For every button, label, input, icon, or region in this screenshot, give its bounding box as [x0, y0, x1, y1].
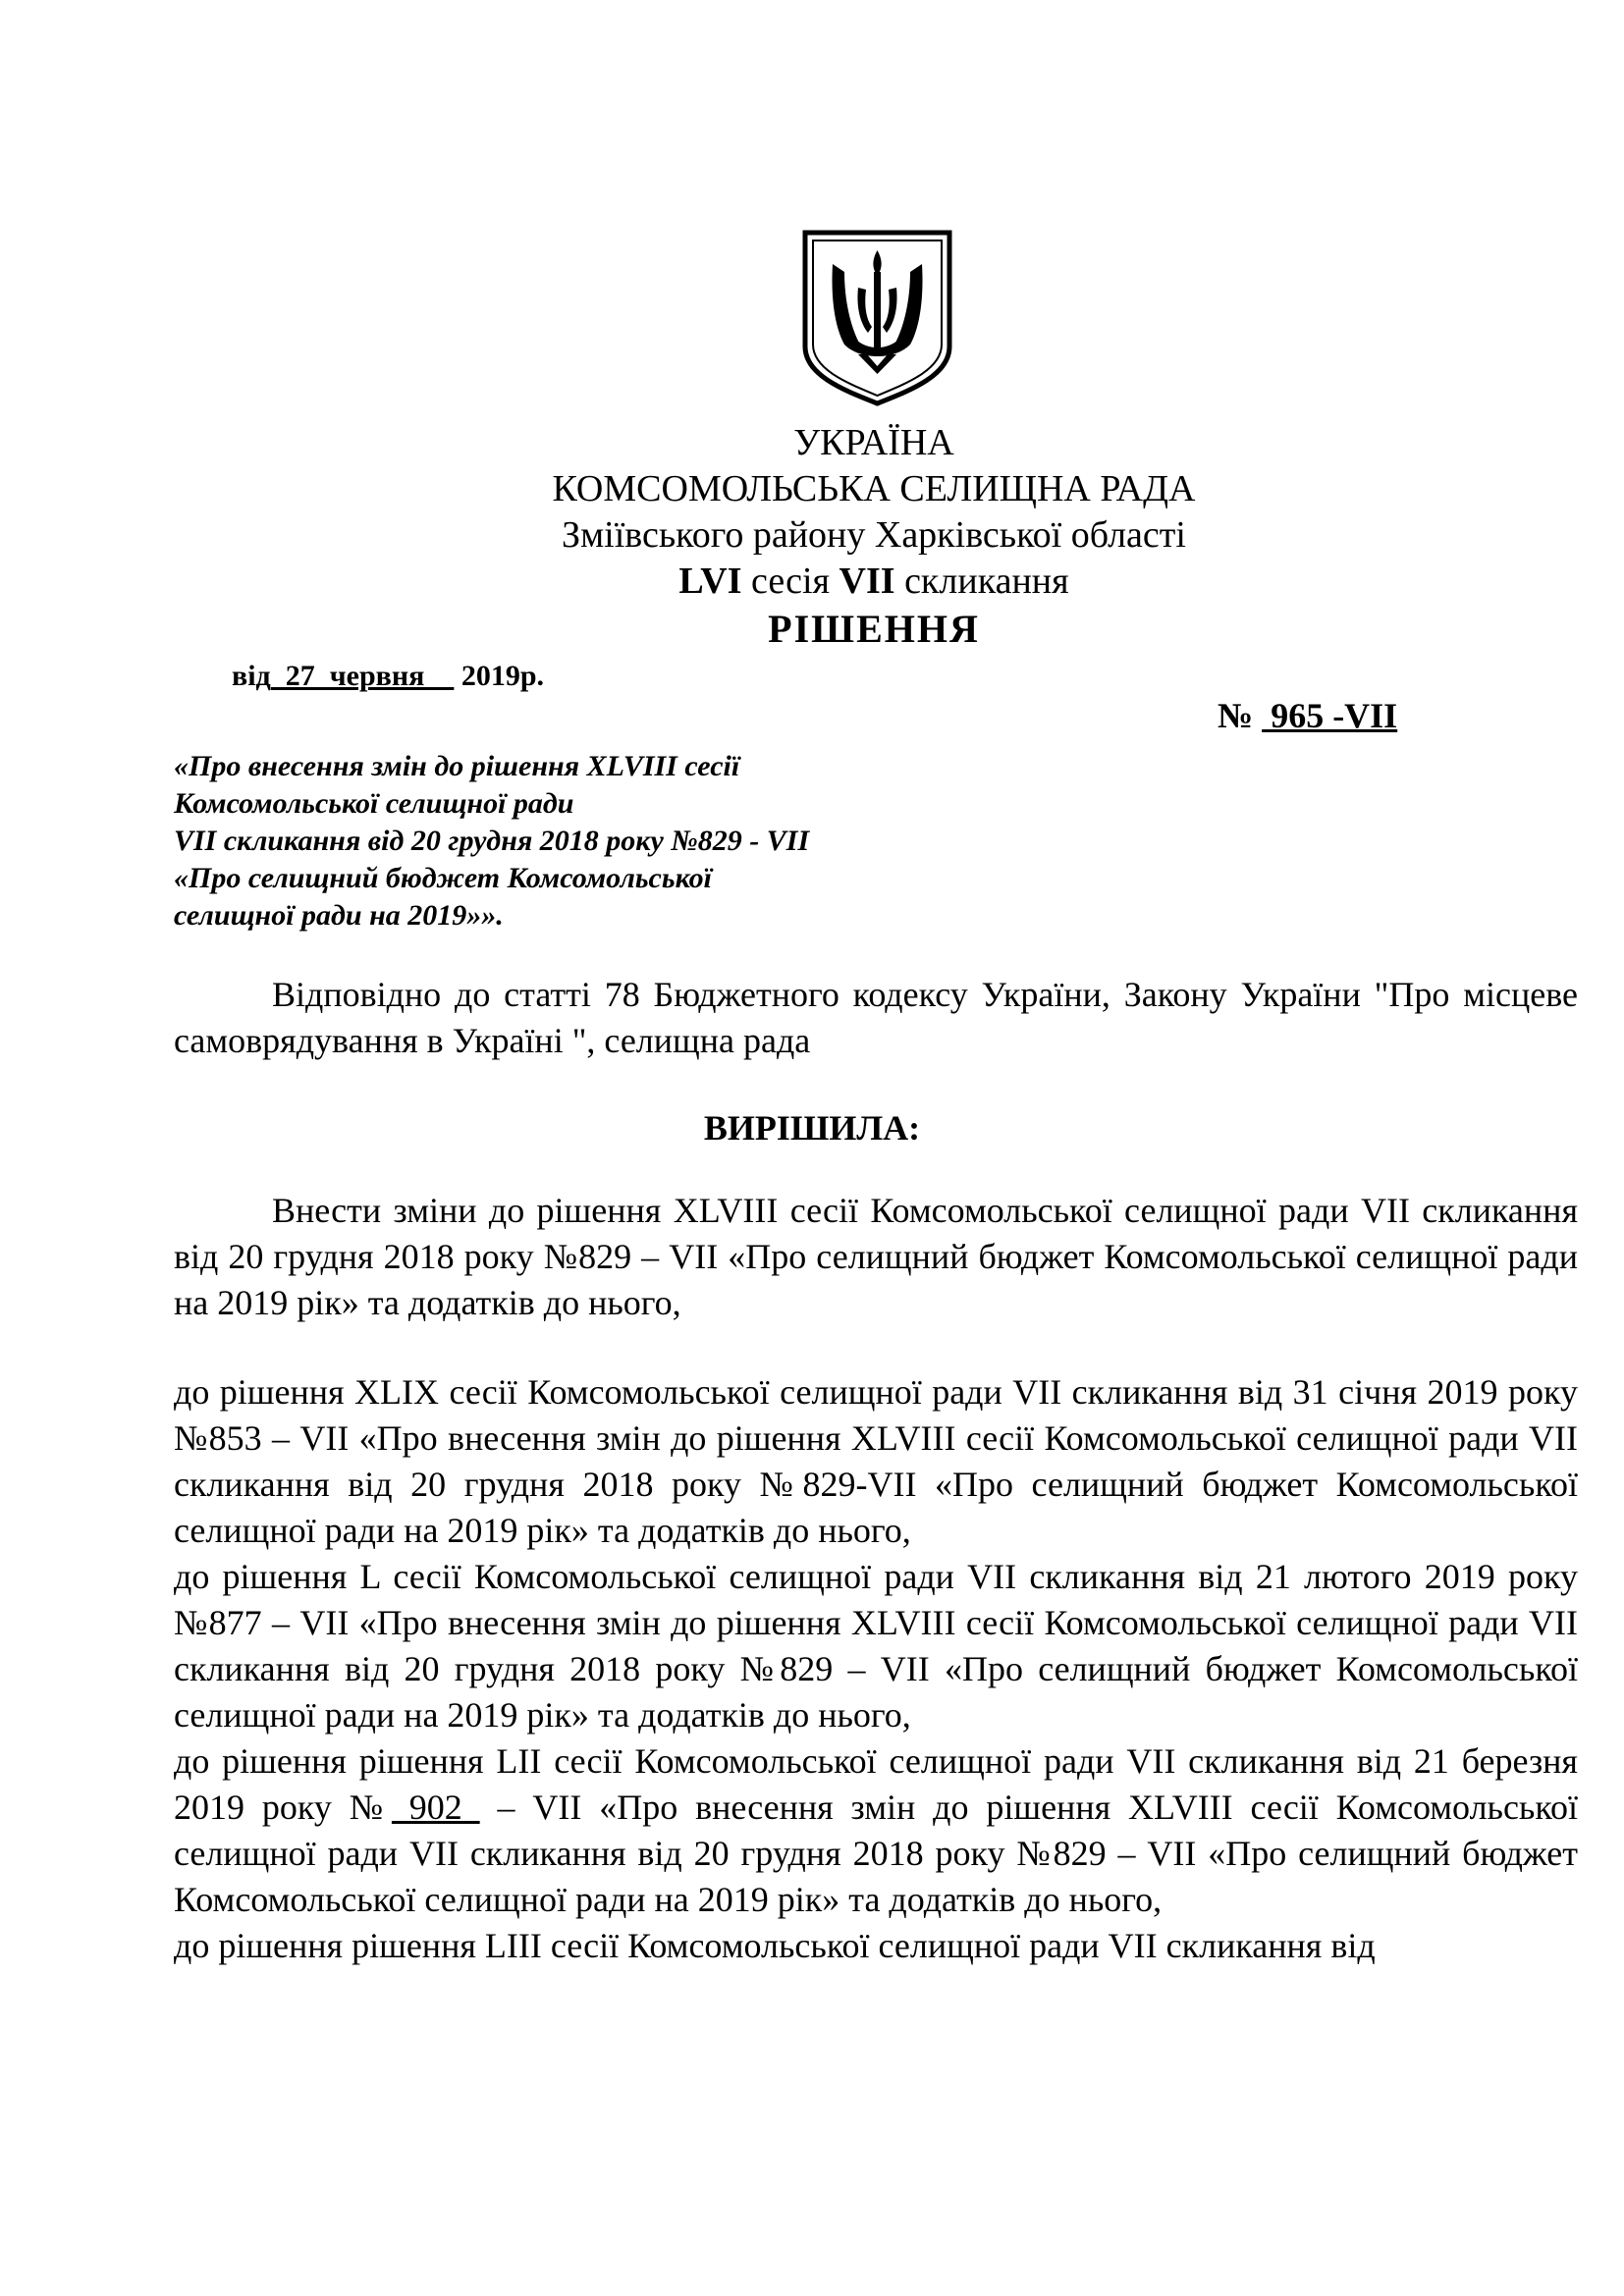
subject-line: Комсомольської селищної ради	[174, 787, 574, 820]
main-paragraph	[174, 1188, 1578, 1326]
amendment-item	[174, 1738, 1578, 1923]
decision-subject	[174, 748, 959, 934]
amendments-block	[174, 1369, 1578, 1969]
header-session	[530, 559, 1218, 605]
convocation-word: скликання	[894, 561, 1069, 602]
amendment-text: до рішення рішення LII сесії Комсомольської селищної ради VII скликання від 21 березня 2019 року №	[174, 1741, 1578, 1827]
session-roman: LVI	[678, 561, 742, 602]
decision-date	[232, 660, 544, 693]
convocation-roman: VII	[839, 561, 895, 602]
date-prefix: від	[232, 660, 271, 692]
subject-line: VII скликання від 20 грудня 2018 року №829 - VII	[174, 825, 810, 857]
amendment-number: 902	[391, 1788, 480, 1827]
date-day-month: 27 червня	[270, 660, 455, 692]
coat-of-arms-emblem	[801, 229, 953, 407]
header-council: КОМСОМОЛЬСЬКА СЕЛИЩНА РАДА	[552, 468, 1196, 509]
subject-line: селищної ради на 2019»».	[174, 899, 504, 932]
decision-number	[1218, 695, 1397, 736]
amendment-item: до рішення XLIX сесії Комсомольської селищної ради VII скликання від 31 січня 2019 року №853 – VII «Про внесення змін до рішення XLVIII сесії Комсомольської селищної ради VII скликання від 20 грудня 2018 року №829-VII «Про селищний бюджет Комсомольської селищної ради на 2019 рік» та додатків до нього,	[174, 1372, 1578, 1550]
preamble-text: Відповідно до статті 78 Бюджетного кодексу України, Закону України "Про місцеве самоврядування в Україні ", селищна рада	[174, 975, 1578, 1060]
subject-line: «Про внесення змін до рішення XLVIII сесії	[174, 750, 740, 782]
header-country: УКРАЇНА	[793, 422, 954, 463]
number-value: 965 -VII	[1262, 696, 1398, 735]
amendment-text: – VII «Про внесення змін до рішення XLVIII сесії Комсомольської селищної ради VII скликання від 20 грудня 2018 року №829 – VII «Про селищний бюджет Комсомольської селищної ради на 2019 рік» та додатків до нього,	[174, 1788, 1579, 1919]
number-sign: №	[1218, 696, 1263, 735]
decision-title: РІШЕННЯ	[768, 607, 980, 651]
main-text: Внести зміни до рішення XLVIII сесії Комсомольської селищної ради VII скликання від 20 грудня 2018 року №829 – VII «Про селищний бюджет Комсомольської селищної ради на 2019 рік» та додатків до нього,	[174, 1191, 1578, 1322]
preamble-paragraph	[174, 972, 1578, 1064]
date-year: 2019р.	[460, 660, 545, 692]
amendment-item: до рішення L сесії Комсомольської селищної ради VII скликання від 21 лютого 2019 року №877 – VII «Про внесення змін до рішення XLVIII сесії Комсомольської селищної ради VII скликання від 20 грудня 2018 року №829 – VII «Про селищний бюджет Комсомольської селищної ради на 2019 рік» та додатків до нього,	[174, 1557, 1578, 1735]
amendment-item: до рішення рішення LIII сесії Комсомольської селищної ради VII скликання від	[174, 1926, 1376, 1965]
header-region: Зміївського району Харківської області	[562, 514, 1186, 556]
session-word: сесія	[741, 561, 839, 602]
subject-line: «Про селищний бюджет Комсомольської	[174, 862, 712, 894]
resolved-heading: ВИРІШИЛА:	[703, 1108, 921, 1148]
